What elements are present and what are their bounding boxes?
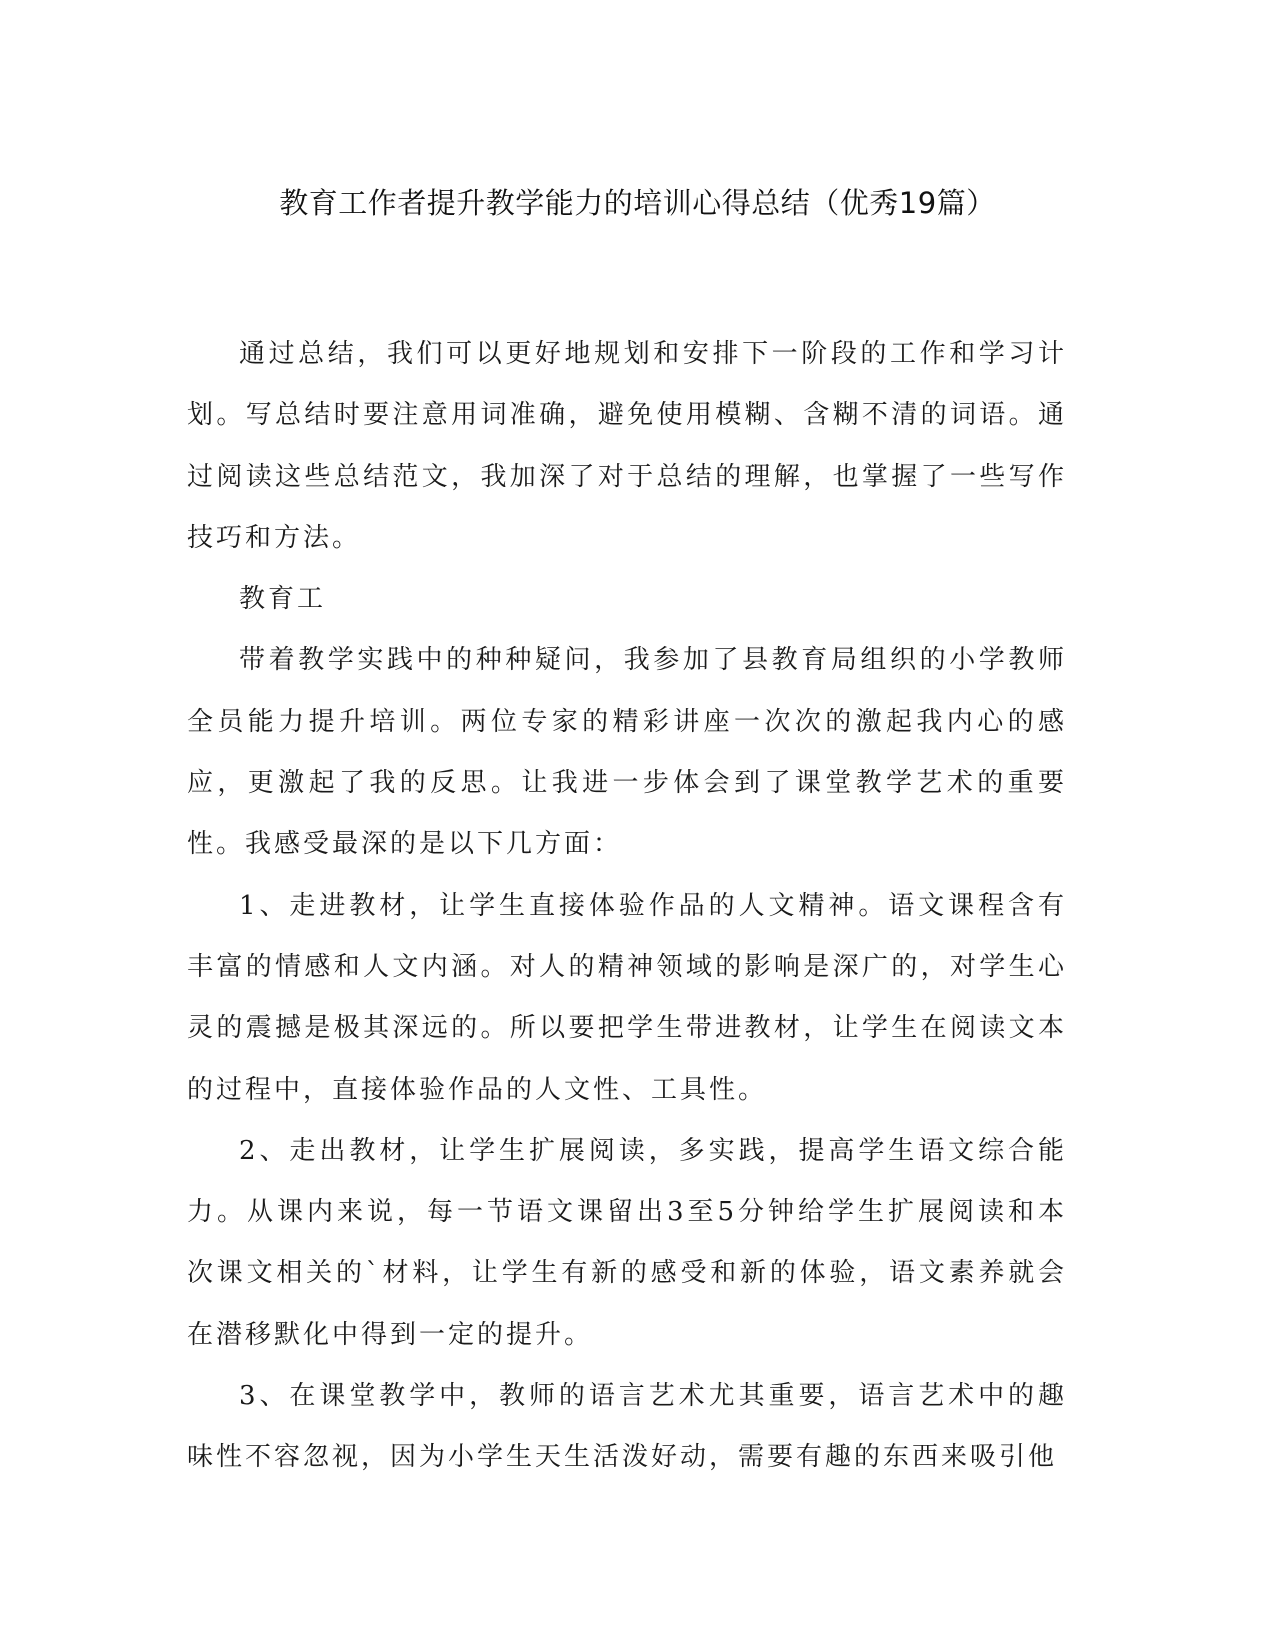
document-title: 教育工作者提升教学能力的培训心得总结（优秀19篇）: [279, 186, 996, 220]
document-body: [187, 324, 1067, 1489]
paragraph-intro: 通过总结，我们可以更好地规划和安排下一阶段的工作和学习计划。写总结时要注意用词准确，避免使用模糊、含糊不清的词语。通过阅读这些总结范文，我加深了对于总结的理解，也掌握了一些写作技巧和方法。: [187, 339, 1067, 553]
paragraph-point-2: 2、走出教材，让学生扩展阅读，多实践，提高学生语文综合能力。从课内来说，每一节语文课留出3至5分钟给学生扩展阅读和本次课文相关的`材料，让学生有新的感受和新的体验，语文素养就会在潜移默化中得到一定的提升。: [187, 1135, 1067, 1350]
paragraph-training: 带着教学实践中的种种疑问，我参加了县教育局组织的小学教师全员能力提升培训。两位专家的精彩讲座一次次的激起我内心的感应，更激起了我的反思。让我进一步体会到了课堂教学艺术的重要性。我感受最深的是以下几方面：: [187, 645, 1067, 860]
paragraph-subheading: 教育工: [239, 584, 327, 615]
paragraph-point-1: 1、走进教材，让学生直接体验作品的人文精神。语文课程含有丰富的情感和人文内涵。对人的精神领域的影响是深广的，对学生心灵的震撼是极其深远的。所以要把学生带进教材，让学生在阅读文本的过程中，直接体验作品的人文性、工具性。: [187, 890, 1067, 1105]
paragraph-point-3: 3、在课堂教学中，教师的语言艺术尤其重要，语言艺术中的趣味性不容忽视，因为小学生天生活泼好动，需要有趣的东西来吸引他: [187, 1381, 1067, 1473]
